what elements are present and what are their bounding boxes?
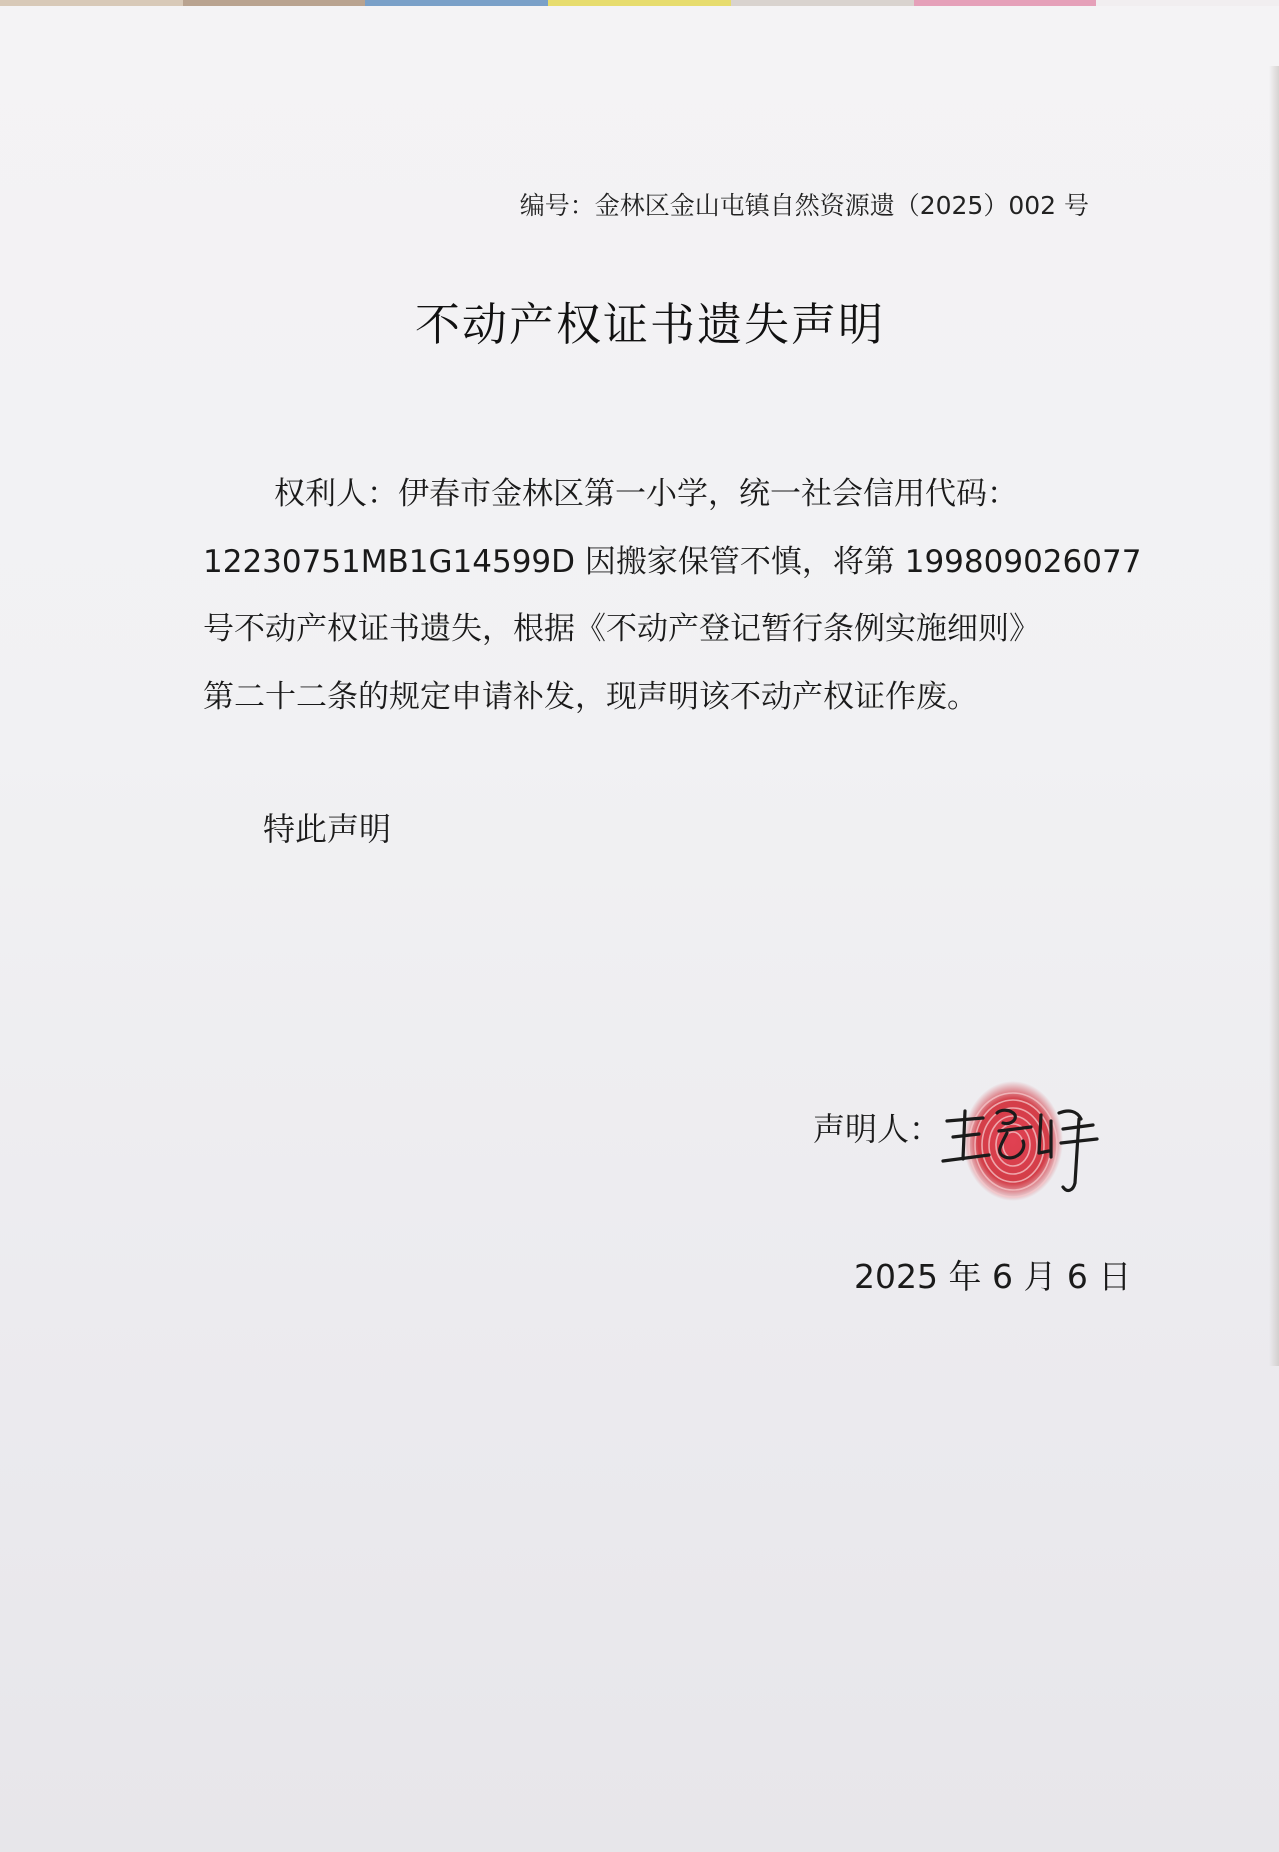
body-line: 12230751MB1G14599D 因搬家保管不慎，将第 199809026077 <box>203 543 1142 580</box>
signer-label: 声明人： <box>813 1110 942 1148</box>
page-edge-shadow <box>1269 66 1279 1366</box>
body-line: 权利人：伊春市金林区第一小学，统一社会信用代码： <box>274 476 1018 512</box>
document-number: 编号：金林区金山屯镇自然资源遗（2025）002 号 <box>519 191 1089 220</box>
declaration-body <box>203 461 1142 731</box>
body-line: 号不动产权证书遗失，根据《不动产登记暂行条例实施细则》 <box>203 611 1040 647</box>
fingerprint-icon <box>963 1081 1063 1201</box>
declaration-date: 2025 年 6 月 6 日 <box>854 1257 1132 1296</box>
page-title: 不动产权证书遗失声明 <box>414 298 885 351</box>
document-page <box>0 6 1279 1852</box>
closing-statement: 特此声明 <box>263 810 392 848</box>
signature-with-fingerprint <box>935 1071 1115 1211</box>
body-line: 第二十二条的规定申请补发，现声明该不动产权证作废。 <box>203 678 978 715</box>
